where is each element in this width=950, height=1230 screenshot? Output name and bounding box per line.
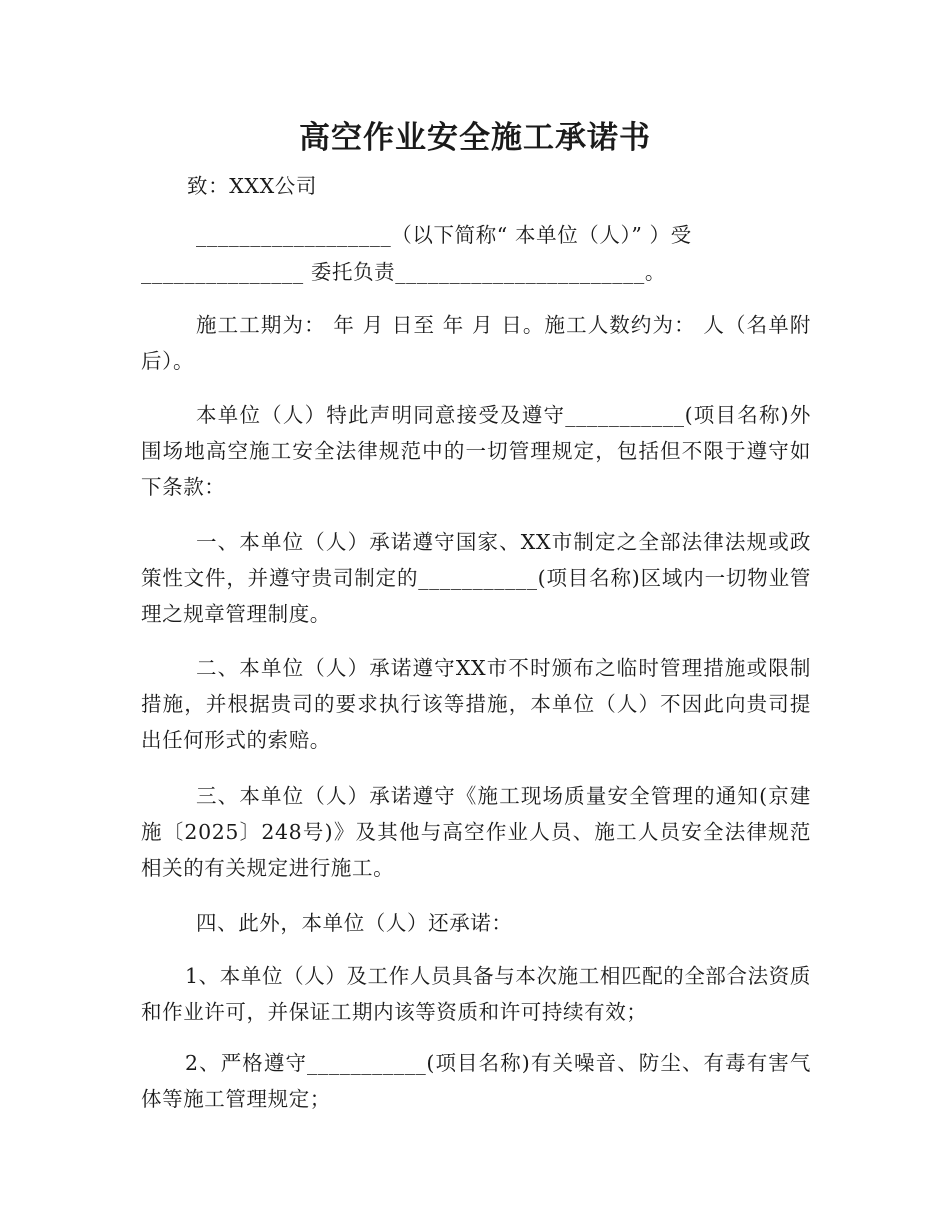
- clause-2: 二、本单位（人）承诺遵守XX市不时颁布之临时管理措施或限制措施，并根据贵司的要求执行该等措施，本单位（人）不因此向贵司提出任何形式的索赔。: [141, 656, 811, 752]
- declaration-paragraph: 本单位（人）特此声明同意接受及遵守___________(项目名称)外围场地高空施工安全法律规范中的一切管理规定，包括但不限于遵守如下条款：: [141, 403, 811, 499]
- clause-3: 三、本单位（人）承诺遵守《施工现场质量安全管理的通知(京建施〔2025〕248号)》及其他与高空作业人员、施工人员安全法律规范相关的有关规定进行施工。: [141, 784, 811, 880]
- construction-period: 施工工期为： 年 月 日至 年 月 日。施工人数约为： 人（名单附后）。: [141, 313, 811, 373]
- entrust-line-2: _______________ 委托负责_______________________。: [141, 260, 666, 284]
- addressee: 致：XXX公司: [187, 174, 317, 198]
- entrust-line-1: __________________（以下简称“ 本单位（人）” ）受: [196, 223, 692, 247]
- item-2: 2、严格遵守___________(项目名称)有关噪音、防尘、有毒有害气体等施工管理规定；: [141, 1051, 811, 1111]
- clause-1: 一、本单位（人）承诺遵守国家、XX市制定之全部法律法规或政策性文件，并遵守贵司制定的___________(项目名称)区域内一切物业管理之规章管理制度。: [141, 530, 811, 626]
- item-1: 1、本单位（人）及工作人员具备与本次施工相匹配的全部合法资质和作业许可，并保证工期内该等资质和许可持续有效；: [141, 964, 811, 1024]
- document-title: 高空作业安全施工承诺书: [299, 120, 651, 156]
- clause-4: 四、此外，本单位（人）还承诺：: [196, 911, 513, 935]
